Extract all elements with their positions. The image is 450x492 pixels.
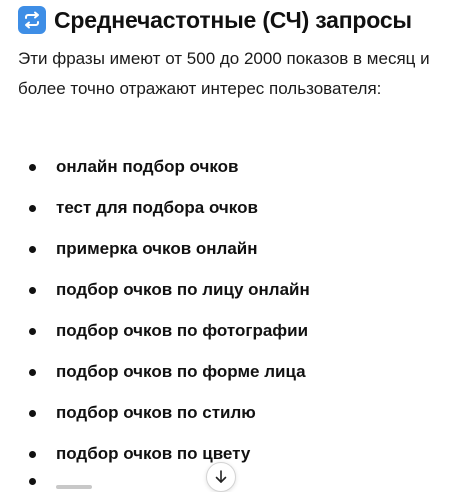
list-item — [0, 228, 450, 269]
list-item-text: примерка очков онлайн — [56, 238, 258, 258]
section-heading — [18, 6, 412, 34]
list-item — [0, 187, 450, 228]
list-item-text: подбор очков по форме лица — [56, 361, 306, 381]
list-item-text: подбор очков по цвету — [56, 443, 251, 463]
list-item-text: подбор очков по лицу онлайн — [56, 279, 310, 299]
section-title: Среднечастотные (СЧ) запросы — [54, 6, 412, 33]
list-item — [0, 269, 450, 310]
list-item — [0, 392, 450, 433]
intro-paragraph: Эти фразы имеют от 500 до 2000 показов в месяц и более точно отражают интерес пользователя: — [18, 49, 430, 98]
bullet-icon — [29, 410, 36, 417]
bullet-icon — [29, 164, 36, 171]
list-item — [0, 146, 450, 187]
bullet-icon — [29, 328, 36, 335]
list-item-text: подбор очков по фотографии — [56, 320, 309, 340]
bullet-icon — [29, 478, 36, 485]
bullet-icon — [29, 451, 36, 458]
bullet-icon — [29, 205, 36, 212]
list-item — [0, 351, 450, 392]
query-list — [0, 146, 450, 474]
arrow-down-icon — [213, 469, 229, 485]
bullet-icon — [29, 287, 36, 294]
repeat-arrows-icon — [18, 6, 46, 34]
list-item-text: подбор очков по стилю — [56, 402, 256, 422]
list-item — [0, 310, 450, 351]
bullet-icon — [29, 369, 36, 376]
bullet-icon — [29, 246, 36, 253]
list-item-text: тест для подбора очков — [56, 197, 258, 217]
list-item-cut-off — [56, 482, 96, 490]
scroll-down-button[interactable] — [206, 462, 236, 492]
list-item-text: онлайн подбор очков — [56, 156, 239, 176]
